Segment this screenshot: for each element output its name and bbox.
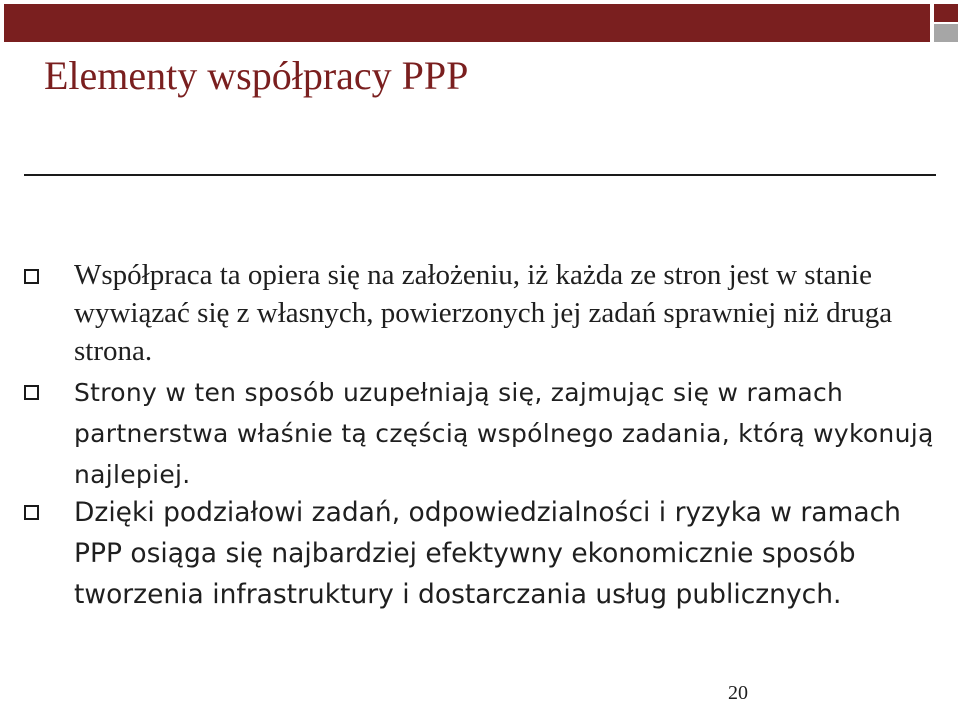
bullet-text: Dzięki podziałowi zadań, odpowiedzialności i ryzyka w ramach PPP osiąga się najbardziej efektywny ekonomicznie sposób tworzenia infrastruktury i dostarczania usług publicznych.: [74, 497, 901, 610]
page-number: 20: [728, 682, 748, 704]
bullet-text: Strony w ten sposób uzupełniają się, zajmując się w ramach partnerstwa właśnie tą częścią wspólnego zadania, którą wykonują najlepiej.: [74, 378, 934, 489]
bullet-item: [22, 372, 942, 492]
bullet-item: [22, 256, 942, 372]
title-divider: [24, 174, 936, 176]
hollow-square-bullet-icon: [24, 505, 39, 520]
hollow-square-bullet-icon: [24, 385, 39, 400]
bullet-text: Współpraca ta opiera się na założeniu, iż każda ze stron jest w stanie wywiązać się z własnych, powierzonych jej zadań sprawniej niż druga strona.: [74, 259, 893, 367]
corner-accent-gray: [934, 24, 958, 42]
bullet-list: [22, 256, 942, 612]
corner-accent-dark: [934, 4, 958, 22]
header-bar: [4, 4, 930, 42]
hollow-square-bullet-icon: [24, 269, 39, 284]
bullet-item: [22, 492, 942, 612]
slide-title: Elementy współpracy PPP: [44, 53, 469, 98]
